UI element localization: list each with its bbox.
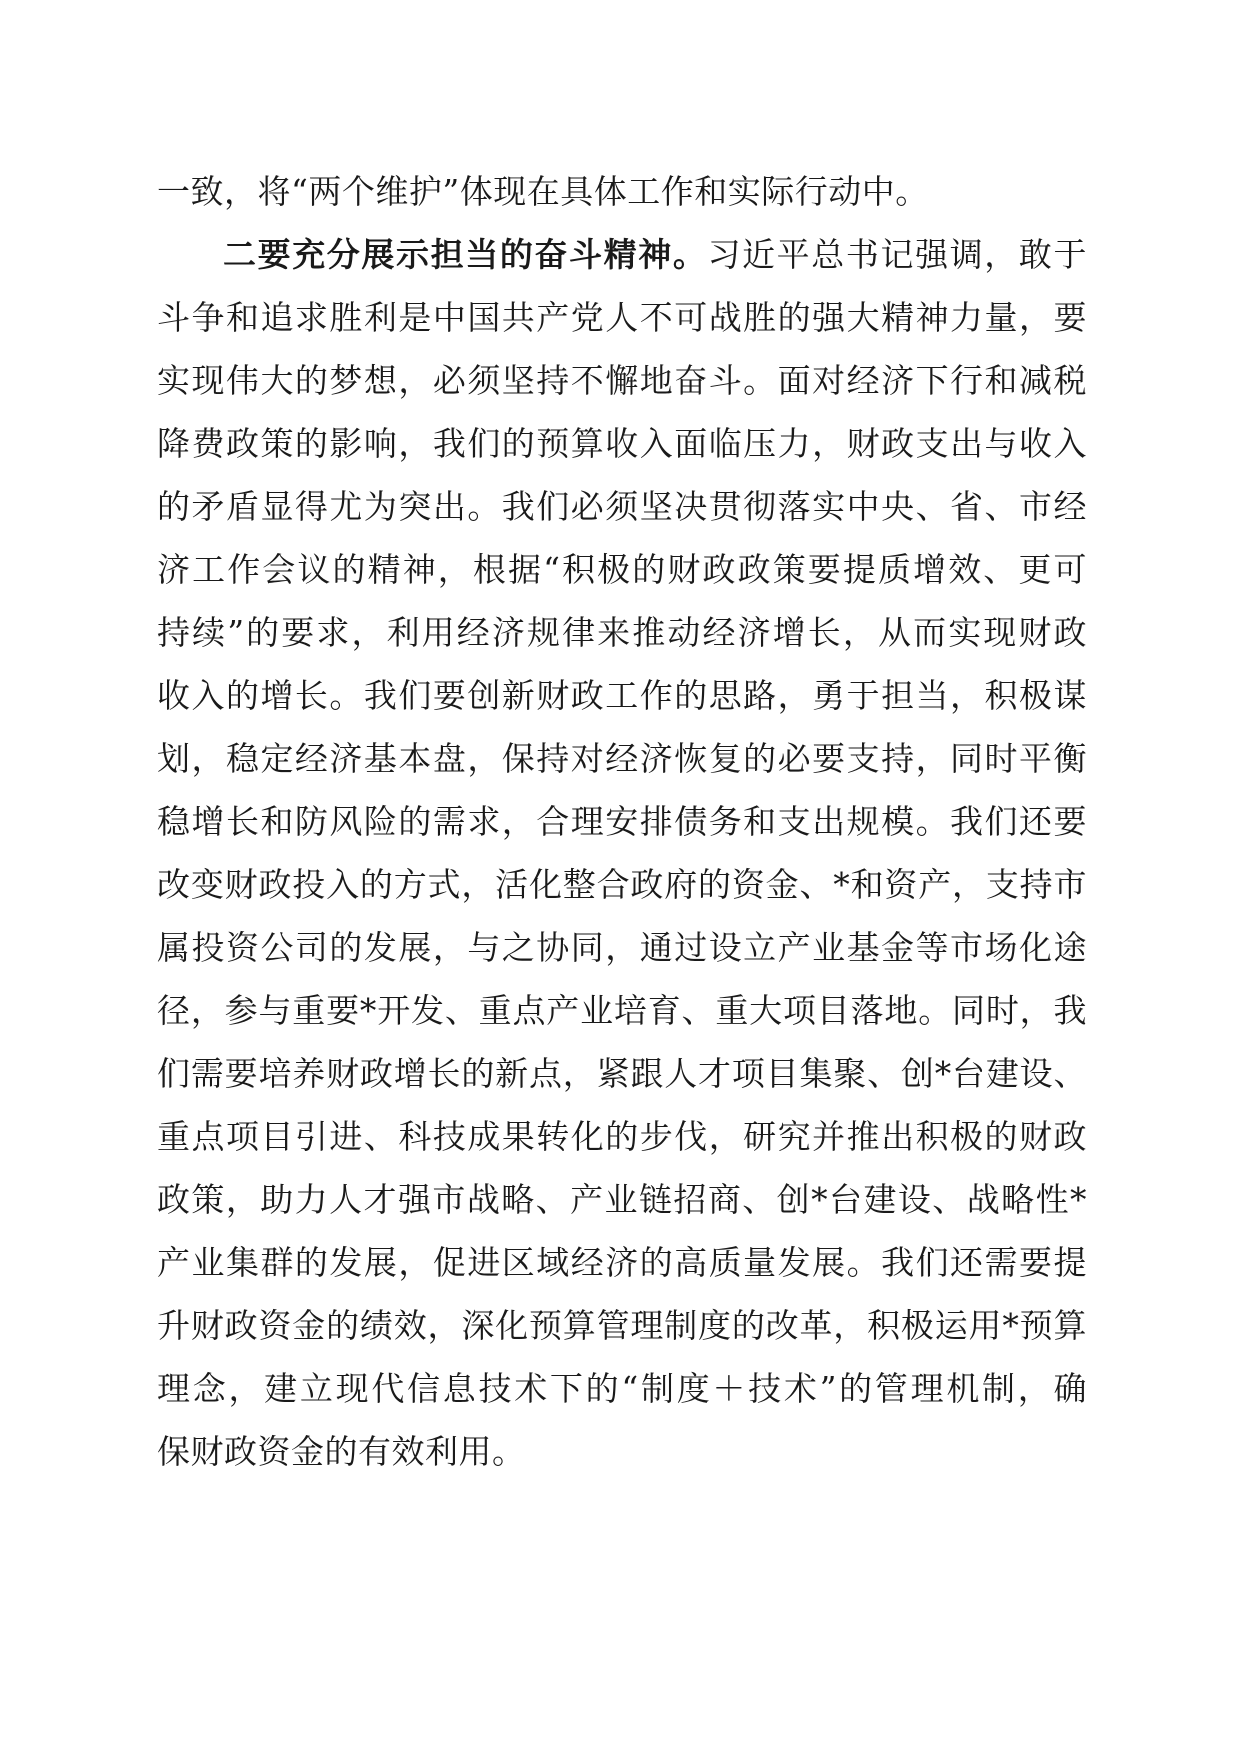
- text-line: 保财政资金的有效利用。: [157, 1432, 526, 1471]
- text-line: 径，参与重要*开发、重点产业培育、重大项目落地。同时，我: [157, 991, 1087, 1030]
- text-span: 习近平总书记强调，敢于: [707, 235, 1087, 274]
- text-line: 理念，建立现代信息技术下的“制度＋技术”的管理机制，确: [157, 1369, 1087, 1408]
- text-line: 收入的增长。我们要创新财政工作的思路，勇于担当，积极谋: [157, 676, 1087, 715]
- text-line: 一致，将“两个维护”体现在具体工作和实际行动中。: [157, 172, 929, 211]
- text-line: 降费政策的影响，我们的预算收入面临压力，财政支出与收入: [157, 424, 1087, 463]
- text-line: 政策，助力人才强市战略、产业链招商、创*台建设、战略性*: [157, 1180, 1087, 1219]
- text-line: 稳增长和防风险的需求，合理安排债务和支出规模。我们还要: [157, 802, 1087, 841]
- paragraph-first-line: [157, 223, 1087, 286]
- text-line: 的矛盾显得尤为突出。我们必须坚决贯彻落实中央、省、市经: [157, 487, 1087, 526]
- text-line: 重点项目引进、科技成果转化的步伐，研究并推出积极的财政: [157, 1117, 1087, 1156]
- text-line: 斗争和追求胜利是中国共产党人不可战胜的强大精神力量，要: [157, 298, 1087, 337]
- document-body: [157, 160, 1087, 1483]
- text-line: 实现伟大的梦想，必须坚持不懈地奋斗。面对经济下行和减税: [157, 361, 1087, 400]
- paragraph-heading: 二要充分展示担当的奋斗精神。: [223, 235, 708, 274]
- text-line: 产业集群的发展，促进区域经济的高质量发展。我们还需要提: [157, 1243, 1087, 1282]
- text-line: 济工作会议的精神，根据“积极的财政政策要提质增效、更可: [157, 550, 1087, 589]
- text-line: 划，稳定经济基本盘，保持对经济恢复的必要支持，同时平衡: [157, 739, 1087, 778]
- text-line: 升财政资金的绩效，深化预算管理制度的改革，积极运用*预算: [157, 1306, 1087, 1345]
- text-line: 们需要培养财政增长的新点，紧跟人才项目集聚、创*台建设、: [157, 1054, 1087, 1093]
- text-line: 改变财政投入的方式，活化整合政府的资金、*和资产，支持市: [157, 865, 1087, 904]
- text-line: 属投资公司的发展，与之协同，通过设立产业基金等市场化途: [157, 928, 1087, 967]
- text-line: 持续”的要求，利用经济规律来推动经济增长，从而实现财政: [157, 613, 1087, 652]
